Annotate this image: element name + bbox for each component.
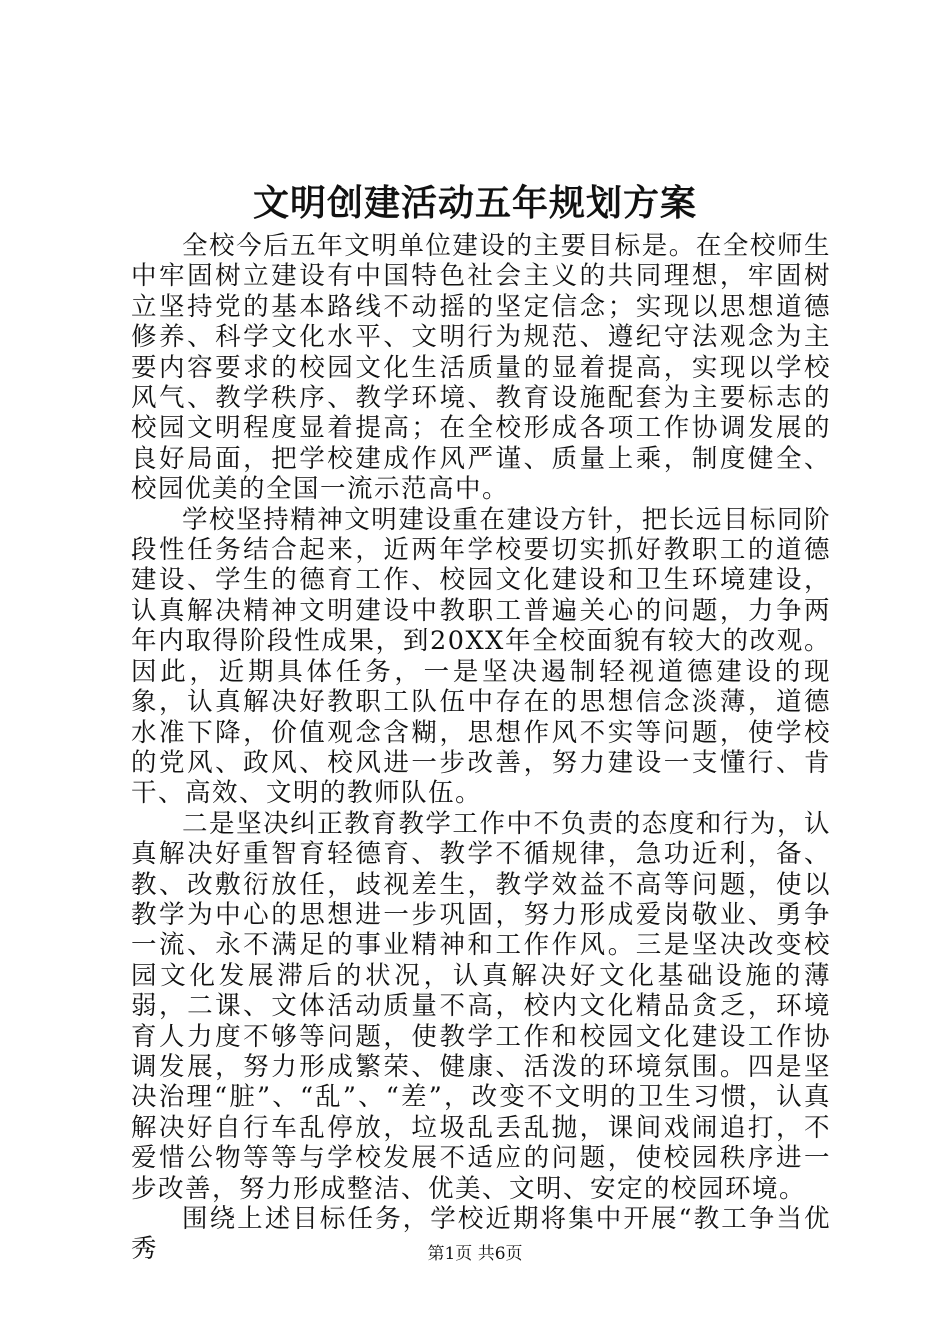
document-body	[131, 231, 831, 1265]
paragraph-1: 全校今后五年文明单位建设的主要目标是。在全校师生中牢固树立建设有中国特色社会主义的共同理想，牢固树立坚持党的基本路线不动摇的坚定信念；实现以思想道德修养、科学文化水平、文明行为规范、遵纪守法观念为主要内容要求的校园文化生活质量的显着提高，实现以学校风气、教学秩序、教学环境、教育设施配套为主要标志的校园文明程度显着提高；在全校形成各项工作协调发展的良好局面，把学校建成作风严谨、质量上乘，制度健全、校园优美的全国一流示范高中。	[131, 231, 831, 505]
page-footer: 第1页 共6页	[427, 1244, 523, 1264]
paragraph-3: 二是坚决纠正教育教学工作中不负责的态度和行为，认真解决好重智育轻德育、教学不循规律，急功近利，备、教、改敷衍放任，歧视差生，教学效益不高等问题，使以教学为中心的思想进一步巩固，努力形成爱岗敬业、勇争一流、永不满足的事业精神和工作作风。三是坚决改变校园文化发展滞后的状况，认真解决好文化基础设施的薄弱，二课、文体活动质量不高，校内文化精品贪乏，环境育人力度不够等问题，使教学工作和校园文化建设工作协调发展，努力形成繁荣、健康、活泼的环境氛围。四是坚决治理“脏”、“乱”、“差”，改变不文明的卫生习惯，认真解决好自行车乱停放，垃圾乱丢乱抛，课间戏闹追打，不爱惜公物等等与学校发展不适应的问题，使校园秩序进一步改善，努力形成整洁、优美、文明、安定的校园环境。	[131, 808, 831, 1204]
paragraph-4: 围绕上述目标任务，学校近期将集中开展“教工争当优秀	[131, 1204, 831, 1265]
paragraph-2: 学校坚持精神文明建设重在建设方针，把长远目标同阶段性任务结合起来，近两年学校要切实抓好教职工的道德建设、学生的德育工作、校园文化建设和卫生环境建设，认真解决精神文明建设中教职工普遍关心的问题，力争两年内取得阶段性成果，到20XX年全校面貌有较大的改观。因此，近期具体任务，一是坚决遏制轻视道德建设的现象，认真解决好教职工队伍中存在的思想信念淡薄，道德水准下降，价值观念含糊，思想作风不实等问题，使学校的党风、政风、校风进一步改善，努力建设一支懂行、肯干、高效、文明的教师队伍。	[131, 504, 831, 809]
document-title: 文明创建活动五年规划方案	[252, 182, 697, 224]
